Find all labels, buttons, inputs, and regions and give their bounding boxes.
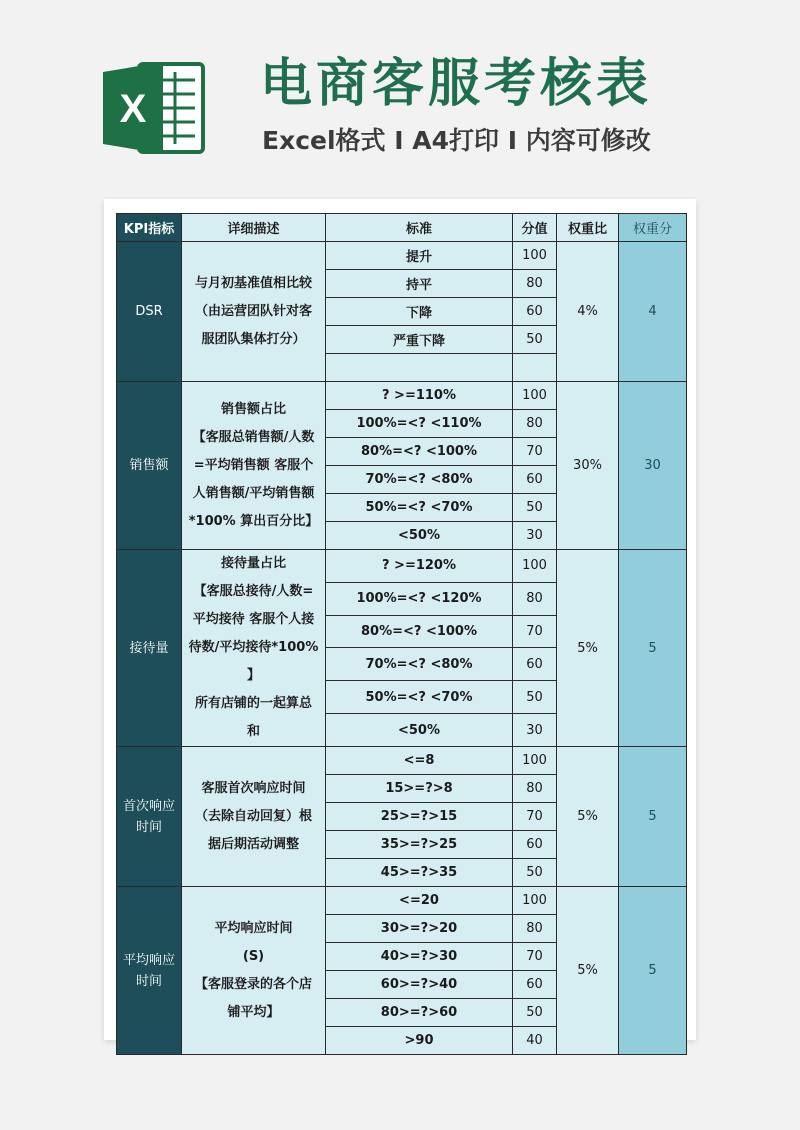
score-cell: 50 — [513, 326, 557, 354]
logo-letter: X — [119, 87, 147, 131]
kpi-description-cell — [182, 382, 326, 550]
description-line: （由运营团队针对客 — [194, 303, 312, 319]
table-row — [117, 242, 687, 270]
description-line: 平均响应时间 — [214, 920, 293, 936]
sheet-paper — [104, 199, 696, 1048]
score-cell — [513, 354, 557, 382]
score-cell: 50 — [513, 494, 557, 522]
standard-cell: >90 — [326, 1027, 513, 1055]
score-cell: 60 — [513, 466, 557, 494]
kpi-description-cell — [182, 242, 326, 382]
description-line: 【客服总销售额/人数 — [192, 429, 315, 445]
score-cell: 60 — [513, 971, 557, 999]
weight-cell: 4% — [557, 242, 619, 382]
standard-cell: ? >=120% — [326, 550, 513, 583]
description-line: 与月初基准值相比较 — [194, 275, 312, 291]
weighted-score-cell: 30 — [619, 382, 687, 550]
score-cell: 80 — [513, 915, 557, 943]
standard-cell: 严重下降 — [326, 326, 513, 354]
standard-cell: 70%=<? <80% — [326, 466, 513, 494]
description-line: 客服首次响应时间 — [201, 780, 306, 796]
description-line: 所有店铺的一起算总 — [194, 696, 312, 711]
header-row — [117, 214, 687, 242]
score-cell: 70 — [513, 438, 557, 466]
description-line: 【客服总接待/人数= — [193, 584, 314, 599]
standard-cell: <=20 — [326, 887, 513, 915]
standard-cell: 70%=<? <80% — [326, 648, 513, 681]
score-cell: 60 — [513, 298, 557, 326]
weighted-score-cell: 5 — [619, 887, 687, 1055]
kpi-name-cell — [117, 747, 182, 887]
description-line: （去除自动回复）根 — [194, 808, 312, 824]
header-description: 详细描述 — [182, 214, 326, 242]
score-cell: 50 — [513, 999, 557, 1027]
kpi-name-line: 时间 — [135, 973, 162, 989]
score-cell: 60 — [513, 648, 557, 681]
standard-cell: 30>=?>20 — [326, 915, 513, 943]
score-cell: 40 — [513, 1027, 557, 1055]
standard-cell: 60>=?>40 — [326, 971, 513, 999]
description-line: 销售额占比 — [220, 401, 286, 417]
score-cell: 30 — [513, 714, 557, 747]
standard-cell: 100%=<? <110% — [326, 410, 513, 438]
weighted-score-cell: 5 — [619, 550, 687, 747]
score-cell: 100 — [513, 382, 557, 410]
standard-cell: <=8 — [326, 747, 513, 775]
standard-cell: 80>=?>60 — [326, 999, 513, 1027]
standard-cell: 持平 — [326, 270, 513, 298]
standard-cell: 40>=?>30 — [326, 943, 513, 971]
kpi-description-cell — [182, 887, 326, 1055]
header-weighted-score: 权重分 — [619, 214, 687, 242]
description-line: 【客服登录的各个店 — [194, 976, 312, 992]
description-line: 和 — [246, 724, 260, 739]
table-row — [117, 747, 687, 775]
kpi-name-line: 接待量 — [129, 640, 169, 656]
page-subtitle: Excel格式 I A4打印 I 内容可修改 — [262, 126, 651, 155]
kpi-name-line: 销售额 — [129, 458, 169, 473]
kpi-table-body — [117, 242, 687, 1055]
score-cell: 70 — [513, 943, 557, 971]
kpi-description-cell — [182, 550, 326, 747]
standard-cell — [326, 354, 513, 382]
standard-cell: 下降 — [326, 298, 513, 326]
description-line: 】 — [246, 668, 260, 683]
score-cell: 100 — [513, 887, 557, 915]
kpi-name-cell — [117, 550, 182, 747]
header-weight: 权重比 — [557, 214, 619, 242]
weight-cell: 5% — [557, 887, 619, 1055]
kpi-name-line: 时间 — [135, 819, 162, 835]
standard-cell: 35>=?>25 — [326, 831, 513, 859]
score-cell: 70 — [513, 615, 557, 648]
score-cell: 80 — [513, 270, 557, 298]
description-line: 服团队集体打分） — [201, 331, 306, 347]
standard-cell: 100%=<? <120% — [326, 582, 513, 615]
standard-cell: 50%=<? <70% — [326, 494, 513, 522]
score-cell: 100 — [513, 747, 557, 775]
kpi-name-cell — [117, 242, 182, 382]
standard-cell: <50% — [326, 714, 513, 747]
standard-cell: 50%=<? <70% — [326, 681, 513, 714]
description-line: 铺平均】 — [227, 1004, 280, 1020]
header-kpi: KPI指标 — [117, 214, 182, 242]
description-line: 据后期活动调整 — [207, 836, 299, 852]
weight-cell: 30% — [557, 382, 619, 550]
kpi-table — [116, 213, 687, 1055]
weighted-score-cell: 5 — [619, 747, 687, 887]
table-row — [117, 550, 687, 583]
page-header — [0, 0, 800, 200]
table-row — [117, 382, 687, 410]
score-cell: 50 — [513, 681, 557, 714]
kpi-name-line: DSR — [135, 304, 163, 319]
score-cell: 50 — [513, 859, 557, 887]
excel-logo-icon — [103, 58, 207, 158]
score-cell: 100 — [513, 550, 557, 583]
standard-cell: 提升 — [326, 242, 513, 270]
kpi-name-cell — [117, 887, 182, 1055]
standard-cell: <50% — [326, 522, 513, 550]
table-row — [117, 887, 687, 915]
weight-cell: 5% — [557, 550, 619, 747]
score-cell: 80 — [513, 410, 557, 438]
header-score: 分值 — [513, 214, 557, 242]
description-line: =平均销售额 客服个 — [193, 457, 314, 473]
score-cell: 80 — [513, 582, 557, 615]
standard-cell: 80%=<? <100% — [326, 438, 513, 466]
score-cell: 100 — [513, 242, 557, 270]
description-line: 接待量占比 — [220, 556, 286, 571]
score-cell: 80 — [513, 775, 557, 803]
score-cell: 70 — [513, 803, 557, 831]
standard-cell: 25>=?>15 — [326, 803, 513, 831]
description-line: 人销售额/平均销售额 — [192, 485, 315, 501]
standard-cell: 15>=?>8 — [326, 775, 513, 803]
description-line: *100% 算出百分比】 — [188, 513, 319, 529]
header-standard: 标准 — [326, 214, 513, 242]
score-cell: 30 — [513, 522, 557, 550]
kpi-name-cell — [117, 382, 182, 550]
score-cell: 60 — [513, 831, 557, 859]
description-line: 待数/平均接待*100% — [188, 640, 319, 655]
description-line: 平均接待 客服个人接 — [192, 612, 315, 627]
description-line: (S) — [242, 948, 265, 964]
kpi-name-line: 首次响应 — [122, 798, 175, 814]
kpi-description-cell — [182, 747, 326, 887]
page-title: 电商客服考核表 — [260, 54, 653, 114]
standard-cell: 45>=?>35 — [326, 859, 513, 887]
standard-cell: 80%=<? <100% — [326, 615, 513, 648]
weight-cell: 5% — [557, 747, 619, 887]
standard-cell: ? >=110% — [326, 382, 513, 410]
weighted-score-cell: 4 — [619, 242, 687, 382]
kpi-name-line: 平均响应 — [122, 952, 175, 968]
